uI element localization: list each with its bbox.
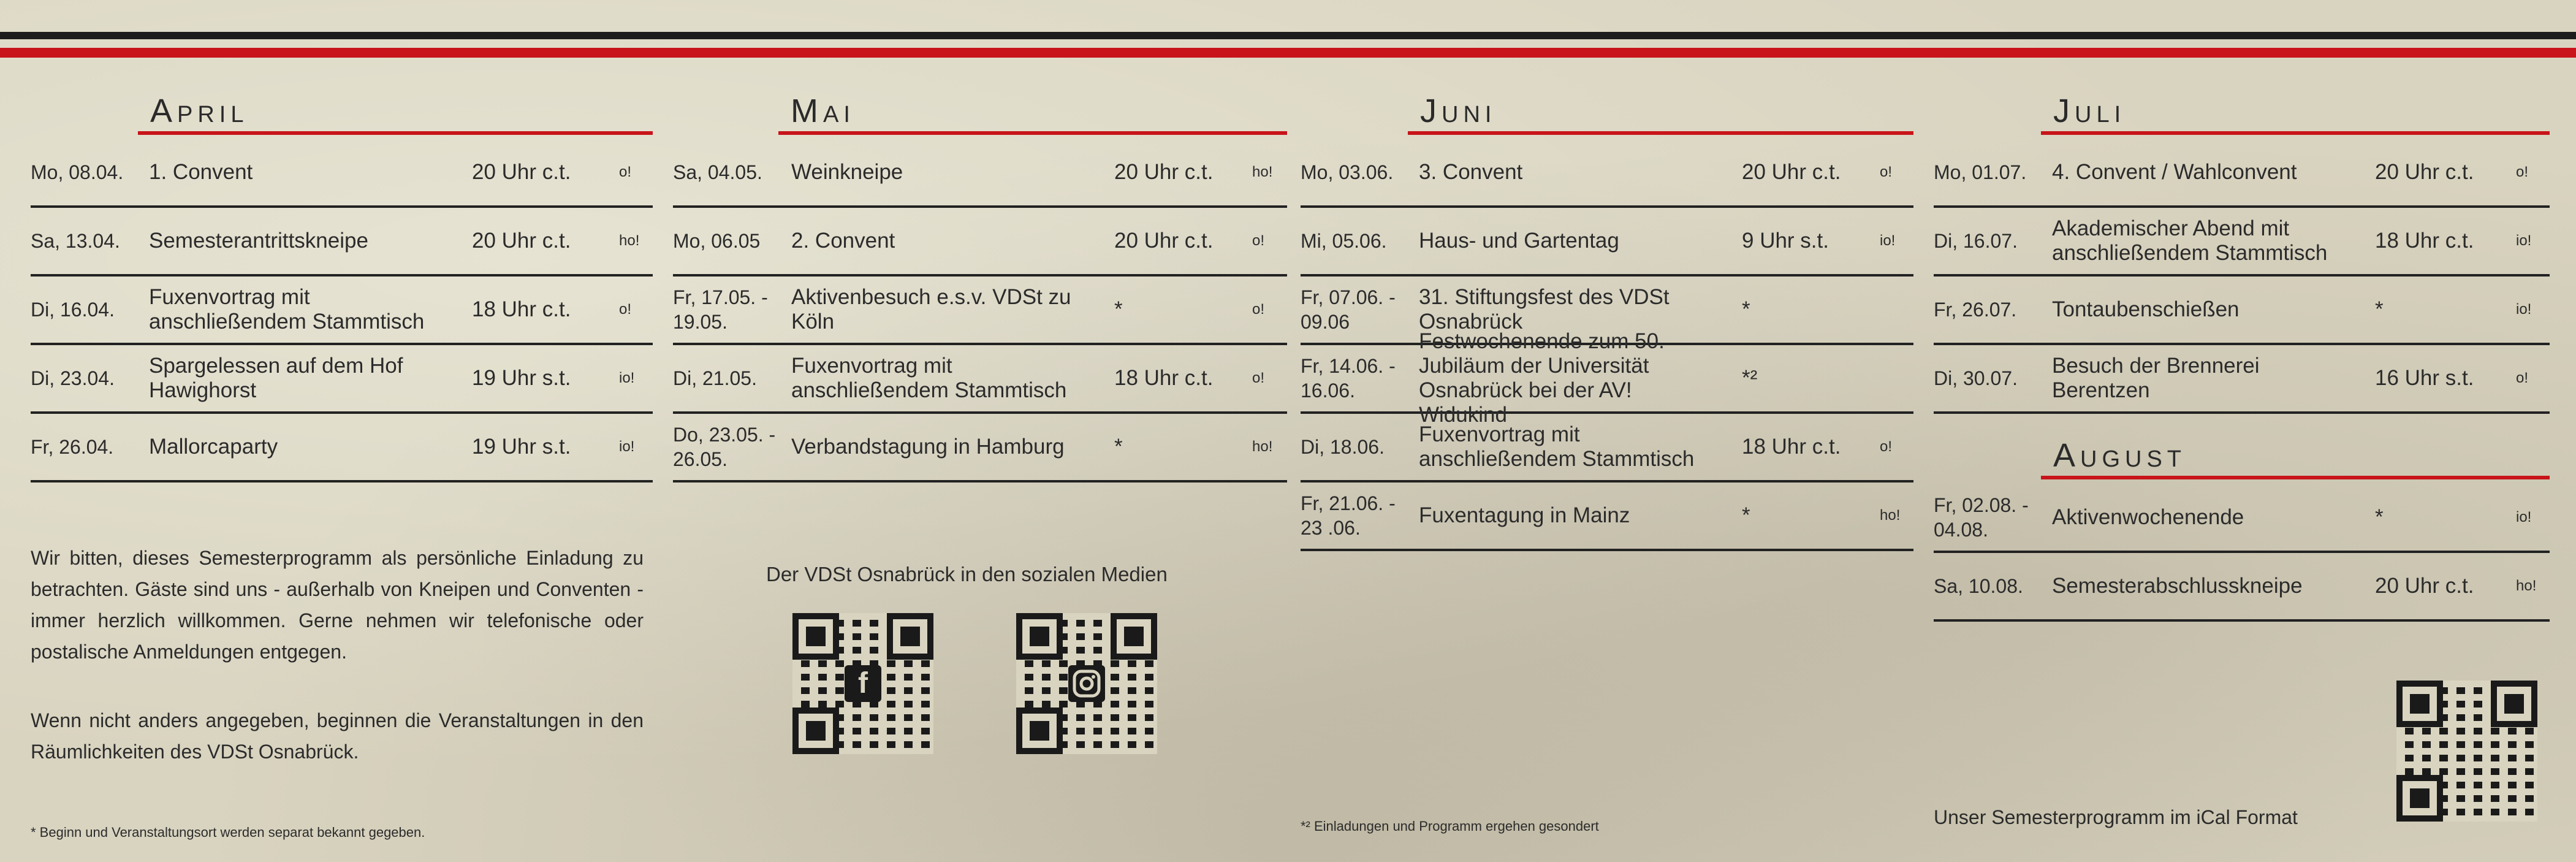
schedule-row (1301, 329, 1913, 427)
month-april (138, 92, 653, 135)
row-event: Semesterabschlusskneipe (2052, 574, 2303, 598)
row-event: Mallorcaparty (149, 435, 278, 459)
juli-rows (1934, 139, 2550, 414)
month-title: Mai (791, 93, 855, 129)
row-date: Fr, 21.06. - 23 .06. (1301, 492, 1396, 539)
row-date: Fr, 14.06. - 16.06. (1301, 355, 1396, 402)
qr-finder (792, 613, 839, 660)
intro-paragraph-1: Wir bitten, dieses Semesterprogramm als persönliche Einladung zu betrachten. Gäste sind uns - außerhalb von Kneipen und Conventen - immer herzlich willkommen. Gerne nehmen wir telefonische oder postalische Anmeldungen entgegen. (31, 547, 644, 663)
month-rule (1408, 131, 1913, 135)
row-event: Besuch der Brennerei Berentzen (2052, 354, 2260, 402)
row-event: 2. Convent (791, 229, 895, 253)
row-date: Di, 23.04. (31, 367, 115, 389)
month-rule (2041, 476, 2550, 479)
row-time: 20 Uhr c.t. (472, 160, 571, 184)
intro-paragraph-2: Wenn nicht anders angegeben, beginnen die Veranstaltungen in den Räumlichkeiten des VDSt Osnabrück. (31, 709, 644, 763)
row-symbol: io! (1880, 232, 1896, 249)
row-event: Akademischer Abend mit anschließendem Stammtisch (2052, 216, 2328, 265)
row-date: Di, 18.06. (1301, 436, 1385, 458)
row-time: 20 Uhr c.t. (2375, 160, 2474, 184)
qr-finder (2396, 681, 2443, 727)
qr-finder (792, 708, 839, 754)
facebook-qr-code[interactable] (792, 613, 933, 754)
schedule-row (1301, 139, 1913, 208)
schedule-row (1934, 277, 2550, 345)
row-date: Fr, 17.05. - 19.05. (673, 286, 768, 333)
row-event: Aktivenbesuch e.s.v. VDSt zu Köln (791, 285, 1071, 334)
instagram-icon (1068, 665, 1105, 702)
row-event: Semesterantrittskneipe (149, 229, 368, 253)
row-event: Fuxenvortrag mit anschließendem Stammtisch (1419, 422, 1695, 471)
month-juli (2041, 92, 2550, 135)
row-time: *² (1742, 366, 1758, 390)
row-event: Weinkneipe (791, 160, 903, 184)
row-event: Haus- und Gartentag (1419, 229, 1619, 253)
row-event: Spargelessen auf dem Hof Hawighorst (149, 354, 403, 402)
qr-finder (1016, 708, 1063, 754)
row-date: Sa, 10.08. (1934, 575, 2023, 597)
row-symbol: o! (1252, 370, 1265, 386)
row-date: Fr, 26.07. (1934, 299, 2017, 321)
row-symbol: o! (619, 164, 632, 180)
row-date: Mo, 03.06. (1301, 161, 1394, 183)
row-date: Fr, 26.04. (31, 436, 114, 458)
row-date: Sa, 13.04. (31, 230, 120, 252)
row-event: 1. Convent (149, 160, 253, 184)
row-time: 20 Uhr c.t. (2375, 574, 2474, 598)
row-time: * (2375, 505, 2384, 529)
schedule-row (1301, 208, 1913, 277)
schedule-row (31, 208, 653, 277)
row-symbol: o! (619, 301, 632, 318)
row-date: Di, 21.05. (673, 367, 757, 389)
row-event: Festwochenende zum 50. Jubiläum der Universität Osnabrück bei der AV! Widukind (1419, 329, 1665, 427)
row-symbol: o! (1252, 232, 1265, 249)
row-time: * (1742, 297, 1750, 321)
month-mai (778, 92, 1287, 135)
schedule-row (673, 277, 1287, 345)
row-event: 4. Convent / Wahlconvent (2052, 160, 2297, 184)
schedule-row (1301, 414, 1913, 482)
row-date: Do, 23.05. - 26.05. (673, 424, 776, 470)
row-time: * (1114, 297, 1123, 321)
schedule-row (673, 208, 1287, 277)
row-date: Di, 30.07. (1934, 367, 2018, 389)
qr-finder (1111, 613, 1157, 660)
schedule-row (31, 277, 653, 345)
instagram-qr-code[interactable] (1016, 613, 1157, 754)
juni-rows (1301, 139, 1913, 551)
row-symbol: ho! (1252, 438, 1273, 455)
row-symbol: io! (619, 370, 635, 386)
qr-finder (1016, 613, 1063, 660)
row-date: Sa, 04.05. (673, 161, 762, 183)
schedule-row (31, 414, 653, 482)
month-title: Juni (1420, 93, 1497, 129)
row-date: Di, 16.04. (31, 299, 115, 321)
footnote-1: * Beginn und Veranstaltungsort werden separat bekannt gegeben. (31, 825, 425, 840)
row-symbol: o! (1252, 301, 1265, 318)
schedule-row (1934, 553, 2550, 622)
row-time: 18 Uhr c.t. (1742, 435, 1841, 459)
row-date: Fr, 02.08. - 04.08. (1934, 494, 2029, 541)
row-time: 19 Uhr s.t. (472, 366, 571, 390)
schedule-row (31, 345, 653, 414)
row-time: * (1742, 503, 1750, 527)
footnote-2: *² Einladungen und Programm ergehen gesondert (1301, 818, 1599, 834)
row-symbol: ho! (1880, 507, 1901, 524)
row-time: 18 Uhr c.t. (472, 297, 571, 321)
ical-caption: Unser Semesterprogramm im iCal Format (1934, 806, 2298, 828)
row-date: Di, 16.07. (1934, 230, 2018, 252)
month-juni (1408, 92, 1913, 135)
schedule-row (1934, 208, 2550, 277)
schedule-row (1301, 482, 1913, 551)
schedule-row (1934, 139, 2550, 208)
month-title: August (2053, 437, 2187, 474)
facebook-icon: f (845, 665, 881, 702)
schedule-row (1934, 484, 2550, 553)
row-time: 18 Uhr c.t. (2375, 229, 2474, 253)
row-symbol: o! (2516, 164, 2529, 180)
row-symbol: o! (1880, 164, 1893, 180)
row-time: * (2375, 297, 2384, 321)
row-date: Mi, 05.06. (1301, 230, 1387, 252)
april-rows (31, 139, 653, 482)
row-time: 16 Uhr s.t. (2375, 366, 2474, 390)
schedule-row (673, 139, 1287, 208)
august-rows (1934, 484, 2550, 622)
row-time: 20 Uhr c.t. (472, 229, 571, 253)
month-rule (778, 131, 1287, 135)
row-date: Mo, 01.07. (1934, 161, 2027, 183)
row-time: 20 Uhr c.t. (1742, 160, 1841, 184)
month-august (2041, 437, 2550, 479)
month-title: Juli (2053, 93, 2126, 129)
row-time: 20 Uhr c.t. (1114, 160, 1214, 184)
row-symbol: io! (2516, 232, 2532, 249)
row-symbol: ho! (2516, 578, 2537, 594)
schedule-row (1934, 345, 2550, 414)
row-event: Tontaubenschießen (2052, 297, 2240, 321)
schedule-row (673, 345, 1287, 414)
row-event: Fuxenvortrag mit anschließendem Stammtisch (149, 285, 425, 334)
row-symbol: ho! (619, 232, 640, 249)
row-event: Fuxenvortrag mit anschließendem Stammtisch (791, 354, 1067, 402)
row-date: Mo, 08.04. (31, 161, 124, 183)
qr-finder (887, 613, 933, 660)
row-symbol: o! (2516, 370, 2529, 386)
row-symbol: ho! (1252, 164, 1273, 180)
row-time: 9 Uhr s.t. (1742, 229, 1829, 253)
month-title: April (150, 93, 249, 129)
row-time: 18 Uhr c.t. (1114, 366, 1214, 390)
social-heading: Der VDSt Osnabrück in den sozialen Medien (766, 563, 1168, 585)
row-event: Verbandstagung in Hamburg (791, 435, 1065, 459)
row-time: 19 Uhr s.t. (472, 435, 571, 459)
mai-rows (673, 139, 1287, 482)
schedule-row (31, 139, 653, 208)
row-time: * (1114, 435, 1123, 459)
row-date: Mo, 06.05 (673, 230, 761, 252)
top-red-stripe (0, 48, 2576, 58)
row-event: 3. Convent (1419, 160, 1523, 184)
qr-finder (2491, 681, 2537, 727)
month-rule (138, 131, 653, 135)
row-symbol: io! (619, 438, 635, 455)
row-event: 31. Stiftungsfest des VDSt Osnabrück (1419, 285, 1670, 334)
qr-finder (2396, 775, 2443, 822)
row-event: Fuxentagung in Mainz (1419, 503, 1630, 527)
row-event: Aktivenwochenende (2052, 505, 2244, 529)
row-date: Fr, 07.06. - 09.06 (1301, 286, 1396, 333)
row-symbol: o! (1880, 438, 1893, 455)
schedule-row (673, 414, 1287, 482)
row-time: 20 Uhr c.t. (1114, 229, 1214, 253)
row-symbol: io! (2516, 301, 2532, 318)
top-black-stripe (0, 32, 2576, 39)
row-symbol: io! (2516, 509, 2532, 525)
ical-qr-code[interactable] (2396, 681, 2537, 822)
month-rule (2041, 131, 2550, 135)
